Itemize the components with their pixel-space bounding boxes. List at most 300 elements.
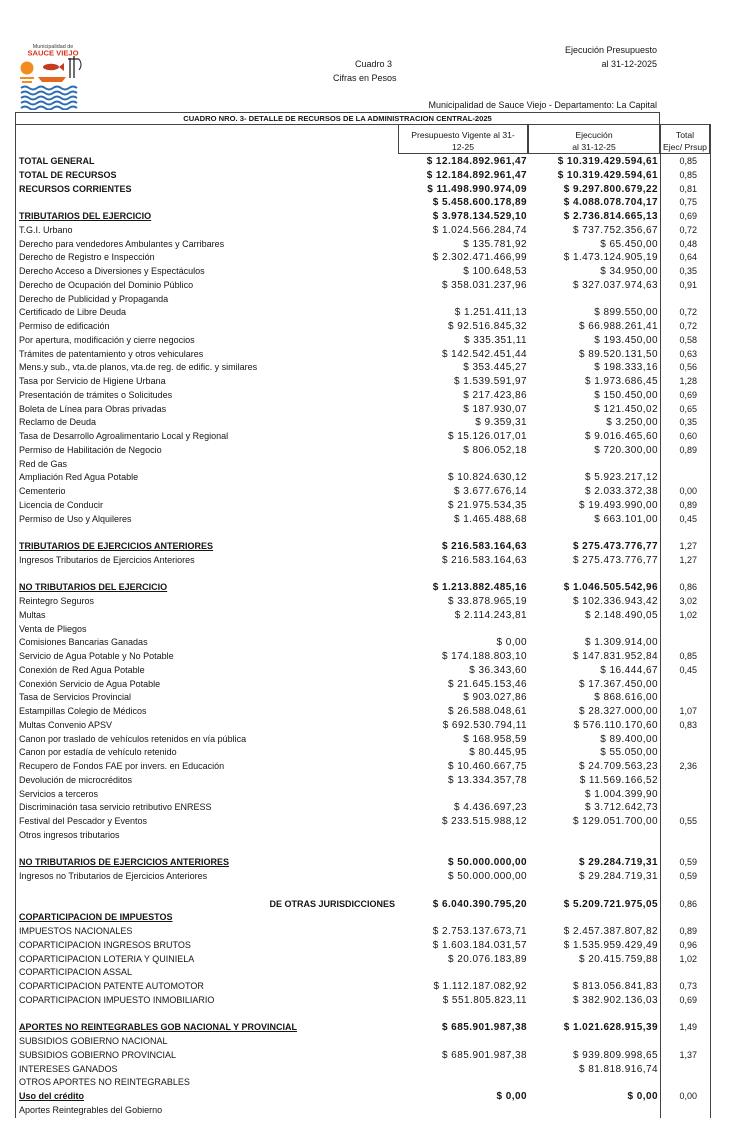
presupuesto-value: $ 12.184.892.961,47 xyxy=(426,169,527,181)
ratio-value: 0,63 xyxy=(679,348,697,359)
ratio-value: 0,00 xyxy=(679,486,697,496)
ratio-value: 1,27 xyxy=(679,554,697,565)
table-row xyxy=(15,801,710,815)
ejecucion-value: $ 868.616,00 xyxy=(594,692,658,704)
row-label: Permiso de Habilitación de Negocio xyxy=(19,444,162,455)
row-label: APORTES NO REINTEGRABLES GOB NACIONAL Y PROVINCIAL xyxy=(19,1022,298,1033)
ratio-value: 1,37 xyxy=(679,1049,697,1060)
row-label: Ingresos no Tributarios de Ejercicios Anteriores xyxy=(19,871,208,881)
table-row xyxy=(15,251,710,265)
row-label: Derecho Acceso a Diversiones y Espectáculos xyxy=(19,266,205,276)
ejecucion-value: $ 129.051.700,00 xyxy=(572,816,658,827)
row-label: IMPUESTOS NACIONALES xyxy=(19,926,133,936)
ejecucion-value: $ 1.473.124.905,19 xyxy=(563,252,658,264)
ratio-value: 0,45 xyxy=(679,664,697,675)
ejecucion-value: $ 576.110.170,60 xyxy=(573,719,658,731)
presupuesto-value: $ 3.978.134.529,10 xyxy=(432,211,527,222)
row-label: Boleta de Línea para Obras privadas xyxy=(19,403,167,414)
resources-table-body xyxy=(15,155,710,1118)
presupuesto-value: $ 685.901.987,38 xyxy=(441,1022,527,1034)
row-label: DE OTRAS JURISDICCIONES xyxy=(269,898,395,909)
column-header-ratio-line2: Ejec/ Prsup xyxy=(663,142,707,152)
presupuesto-value: $ 217.423,86 xyxy=(463,389,527,401)
ratio-value: 0,48 xyxy=(679,238,697,249)
presupuesto-value: $ 216.583.164,63 xyxy=(441,554,527,566)
table-row xyxy=(15,224,710,238)
presupuesto-value: $ 20.076.183,89 xyxy=(447,953,527,965)
ejecucion-value: $ 1.046.505.542,96 xyxy=(563,582,658,594)
ejecucion-value: $ 11.569.166,52 xyxy=(579,774,658,786)
column-header-presupuesto-line1: Presupuesto Vigente al 31- xyxy=(411,130,515,140)
ratio-value: 0,55 xyxy=(679,816,697,826)
cuadro-label: Cuadro 3 xyxy=(355,59,393,69)
table-row xyxy=(15,430,710,444)
row-label: Uso del crédito xyxy=(19,1091,85,1101)
table-row xyxy=(15,843,710,857)
row-label: Canon por traslado de vehículos retenidos en vía pública xyxy=(19,733,247,744)
table-row xyxy=(15,238,710,252)
ejecucion-value: $ 2.033.372,38 xyxy=(584,486,658,497)
table-row xyxy=(15,678,710,692)
row-label: COPARTICIPACION ASSAL xyxy=(19,967,133,978)
table-row xyxy=(15,581,710,595)
table-row xyxy=(15,444,710,458)
table-row xyxy=(15,334,710,348)
presupuesto-value: $ 36.343,60 xyxy=(469,664,527,676)
ejecucion-presupuesto-title: Ejecución Presupuesto xyxy=(564,45,657,55)
row-label: Tasa de Servicios Provincial xyxy=(19,692,132,703)
ratio-value: 0,89 xyxy=(679,444,697,455)
table-row xyxy=(15,1008,710,1022)
ejecucion-value: $ 737.752.356,67 xyxy=(572,224,658,236)
presupuesto-value: $ 142.542.451,44 xyxy=(441,348,527,360)
row-label: Conexión Servicio de Agua Potable xyxy=(19,678,161,689)
table-row xyxy=(15,1076,710,1090)
ejecucion-value: $ 899.550,00 xyxy=(594,307,658,319)
ejecucion-value: $ 939.809.998,65 xyxy=(572,1049,658,1061)
table-row xyxy=(15,609,710,623)
presupuesto-value: $ 2.114.243,81 xyxy=(454,609,527,621)
ratio-value: 0,59 xyxy=(679,871,697,881)
row-label: TOTAL DE RECURSOS xyxy=(19,169,117,180)
row-label: COPARTICIPACION LOTERIA Y QUINIELA xyxy=(19,953,195,964)
table-row xyxy=(15,746,710,760)
presupuesto-value: $ 1.465.488,68 xyxy=(453,513,527,525)
row-label: Permiso de Uso y Alquileres xyxy=(19,513,132,524)
row-label: INTERESES GANADOS xyxy=(19,1063,118,1074)
ejecucion-value: $ 1.309.914,00 xyxy=(584,637,658,649)
row-label: Mens.y sub., vta.de planos, vta.de reg. de edific. y similares xyxy=(19,362,258,373)
ratio-value: 0,75 xyxy=(679,197,697,208)
presupuesto-value: $ 4.436.697,23 xyxy=(453,802,527,814)
table-row xyxy=(15,870,710,884)
ejecucion-value: $ 10.319.429.594,61 xyxy=(557,169,658,181)
row-label: Festival del Pescador y Eventos xyxy=(19,816,148,826)
presupuesto-value: $ 33.878.965,19 xyxy=(447,596,527,607)
presupuesto-value: $ 174.188.803,10 xyxy=(441,651,527,662)
table-row xyxy=(15,719,710,733)
ejecucion-value: $ 66.988.261,41 xyxy=(578,321,658,332)
table-row xyxy=(15,526,710,540)
table-row xyxy=(15,898,710,912)
ratio-value: 1,49 xyxy=(679,1022,697,1033)
row-label: TOTAL GENERAL xyxy=(19,156,95,166)
row-label: NO TRIBUTARIOS DEL EJERCICIO xyxy=(19,582,168,593)
report-date: al 31-12-2025 xyxy=(601,59,657,69)
table-row xyxy=(15,471,710,485)
ejecucion-value: $ 89.520.131,50 xyxy=(578,348,658,360)
presupuesto-value: $ 10.824.630,12 xyxy=(447,472,527,484)
presupuesto-value: $ 1.251.411,13 xyxy=(454,307,527,319)
row-label: SUBSIDIOS GOBIERNO PROVINCIAL xyxy=(19,1049,177,1060)
table-row xyxy=(15,196,710,210)
presupuesto-value: $ 100.648,53 xyxy=(463,266,527,277)
table-row xyxy=(15,664,710,678)
row-label: Discriminación tasa servicio retributivo ENRESS xyxy=(19,802,212,813)
table-row xyxy=(15,485,710,499)
ratio-value: 0,83 xyxy=(679,719,697,730)
ejecucion-value: $ 55.050,00 xyxy=(600,747,658,759)
row-label: Servicios a terceros xyxy=(19,788,99,799)
ejecucion-value: $ 24.709.563,23 xyxy=(578,761,658,772)
ratio-value: 0,89 xyxy=(679,499,697,510)
table-row xyxy=(15,966,710,980)
row-label: Estampillas Colegio de Médicos xyxy=(19,706,147,716)
row-label: Derecho para vendedores Ambulantes y Carribares xyxy=(19,238,225,249)
row-label: SUBSIDIOS GOBIERNO NACIONAL xyxy=(19,1036,168,1046)
row-label: Red de Gas xyxy=(19,458,68,469)
ejecucion-value: $ 1.021.628.915,39 xyxy=(563,1022,658,1034)
table-row xyxy=(15,760,710,774)
table-row xyxy=(15,513,710,527)
table-row xyxy=(15,1021,710,1035)
table-row xyxy=(15,1090,710,1104)
table-row xyxy=(15,1063,710,1077)
ejecucion-value: $ 81.818.916,74 xyxy=(578,1063,658,1075)
ratio-value: 1,07 xyxy=(679,706,697,716)
table-row xyxy=(15,815,710,829)
table-row xyxy=(15,540,710,554)
ejecucion-value: $ 3.712.642,73 xyxy=(584,802,658,814)
row-label: Derecho de Publicidad y Propaganda xyxy=(19,293,169,304)
presupuesto-value: $ 1.112.187.082,92 xyxy=(433,981,527,992)
ejecucion-value: $ 1.535.959.429,49 xyxy=(563,939,658,951)
presupuesto-value: $ 12.184.892.961,47 xyxy=(426,156,527,167)
table-row xyxy=(15,554,710,568)
presupuesto-value: $ 50.000.000,00 xyxy=(447,871,527,882)
presupuesto-value: $ 11.498.990.974,09 xyxy=(427,183,527,195)
ratio-value: 0,85 xyxy=(679,651,697,661)
waves-icon xyxy=(21,87,77,110)
row-label: RECURSOS CORRIENTES xyxy=(19,183,132,194)
fish-icon xyxy=(43,63,64,71)
presupuesto-value: $ 13.334.357,78 xyxy=(447,774,527,786)
table-row xyxy=(15,1035,710,1049)
ejecucion-value: $ 2.736.814.665,13 xyxy=(563,211,658,222)
ejecucion-value: $ 9.016.465,60 xyxy=(584,431,658,442)
row-label: Multas Convenio APSV xyxy=(19,719,113,730)
row-label: COPARTICIPACION DE IMPUESTOS xyxy=(19,912,173,923)
row-label: Derecho de Registro e Inspección xyxy=(19,252,155,263)
ejecucion-value: $ 17.367.450,00 xyxy=(578,678,658,690)
row-label: Cementerio xyxy=(19,486,66,496)
presupuesto-value: $ 1.603.184.031,57 xyxy=(432,939,527,951)
row-label: Conexión de Red Agua Potable xyxy=(19,664,145,675)
ejecucion-value: $ 2.457.387.807,82 xyxy=(563,926,658,937)
ratio-value: 1,27 xyxy=(679,541,697,551)
table-row xyxy=(15,788,710,802)
ejecucion-value: $ 193.450,00 xyxy=(594,334,658,346)
ejecucion-value: $ 16.444,67 xyxy=(600,664,658,676)
presupuesto-value: $ 2.753.137.673,71 xyxy=(432,926,527,937)
ejecucion-value: $ 720.300,00 xyxy=(594,444,658,456)
presupuesto-value: $ 0,00 xyxy=(496,1091,527,1102)
row-label: Derecho de Ocupación del Dominio Público xyxy=(19,279,194,290)
row-label: T.G.I. Urbano xyxy=(19,224,73,235)
ratio-value: 0,69 xyxy=(679,994,697,1005)
presupuesto-value: $ 1.213.882.485,16 xyxy=(432,582,527,594)
ejecucion-value: $ 0,00 xyxy=(627,1091,658,1102)
column-header-ratio-line1: Total xyxy=(675,130,695,140)
presupuesto-value: $ 353.445,27 xyxy=(463,362,527,374)
presupuesto-value: $ 26.588.048,61 xyxy=(447,706,527,717)
table-row xyxy=(15,306,710,320)
presupuesto-value: $ 168.958,59 xyxy=(463,733,527,745)
row-label: Reclamo de Deuda xyxy=(19,417,97,428)
row-label: COPARTICIPACION INGRESOS BRUTOS xyxy=(19,939,191,950)
ejecucion-value: $ 28.327.000,00 xyxy=(578,706,658,717)
ejecucion-value: $ 89.400,00 xyxy=(600,733,658,745)
table-row xyxy=(15,375,710,389)
table-row xyxy=(15,595,710,609)
presupuesto-value: $ 216.583.164,63 xyxy=(441,541,527,552)
presupuesto-value: $ 10.460.667,75 xyxy=(447,761,527,772)
table-row xyxy=(15,361,710,375)
column-header-presupuesto-line2: 12-25 xyxy=(452,142,474,152)
sun-icon xyxy=(20,62,34,83)
table-row xyxy=(15,320,710,334)
presupuesto-value: $ 80.445,95 xyxy=(469,747,527,759)
row-label: COPARTICIPACION IMPUESTO INMOBILIARIO xyxy=(19,994,215,1005)
ejecucion-value: $ 9.297.800.679,22 xyxy=(563,183,658,195)
ejecucion-value: $ 121.450,02 xyxy=(594,403,658,415)
ratio-value: 0,72 xyxy=(679,307,697,318)
column-header-ejecucion xyxy=(528,124,660,154)
ejecucion-value: $ 813.056.841,83 xyxy=(572,981,658,992)
ejecucion-value: $ 20.415.759,88 xyxy=(578,953,658,965)
table-title: CUADRO NRO. 3- DETALLE DE RECURSOS DE LA ADMINISTRACION CENTRAL-2025 xyxy=(15,112,660,124)
column-header-presupuesto xyxy=(398,124,528,154)
presupuesto-value: $ 692.530.794,11 xyxy=(442,719,527,731)
table-row xyxy=(15,856,710,870)
table-row xyxy=(15,925,710,939)
ejecucion-value: $ 663.101,00 xyxy=(594,513,658,525)
row-label: Otros ingresos tributarios xyxy=(19,829,120,840)
table-row xyxy=(15,774,710,788)
table-row xyxy=(15,265,710,279)
ratio-value: 1,28 xyxy=(679,376,697,386)
row-label: Certificado de Libre Deuda xyxy=(19,307,127,318)
ratio-value: 0,58 xyxy=(679,334,697,345)
column-header-ejecucion-line2: al 31-12-25 xyxy=(572,142,616,152)
row-label: Tasa de Desarrollo Agroalimentario Local y Regional xyxy=(19,431,229,441)
table-row xyxy=(15,705,710,719)
presupuesto-value: $ 1.539.591,97 xyxy=(453,376,527,387)
table-row xyxy=(15,650,710,664)
ejecucion-value: $ 29.284.719,31 xyxy=(578,871,658,882)
ejecucion-value: $ 147.831.952,84 xyxy=(572,651,658,662)
ratio-value: 3,02 xyxy=(679,596,697,606)
ratio-value: 0,60 xyxy=(679,431,697,441)
table-row xyxy=(15,636,710,650)
row-label: Permiso de edificación xyxy=(19,321,110,331)
ratio-value: 0,65 xyxy=(679,403,697,414)
ratio-value: 0,69 xyxy=(679,389,697,400)
row-label: Recupero de Fondos FAE por invers. en Educación xyxy=(19,761,225,771)
ratio-value: 0,85 xyxy=(679,156,697,166)
ratio-value: 0,81 xyxy=(679,183,697,194)
ejecucion-value: $ 29.284.719,31 xyxy=(578,857,658,869)
row-label: Aportes Reintegrables del Gobierno xyxy=(19,1104,163,1115)
table-row xyxy=(15,403,710,417)
ratio-value: 0,86 xyxy=(679,582,697,593)
ratio-value: 0,59 xyxy=(679,857,697,868)
ratio-value: 0,72 xyxy=(679,321,697,331)
ratio-value: 1,02 xyxy=(679,953,697,964)
municipal-logo xyxy=(18,42,88,110)
ratio-value: 0,64 xyxy=(679,252,697,263)
row-label: Reintegro Seguros xyxy=(19,596,95,606)
presupuesto-value: $ 358.031.237,96 xyxy=(441,279,527,291)
table-row xyxy=(15,994,710,1008)
table-row xyxy=(15,1104,710,1118)
ratio-value: 0,69 xyxy=(679,211,697,221)
presupuesto-value: $ 135.781,92 xyxy=(463,238,527,250)
table-row xyxy=(15,458,710,472)
presupuesto-value: $ 5.458.600.178,89 xyxy=(432,197,527,209)
logo-text-municipalidad: Municipalidad de xyxy=(32,44,74,50)
presupuesto-value: $ 21.975.534,35 xyxy=(447,499,527,511)
ejecucion-value: $ 2.148.490,05 xyxy=(584,609,658,621)
ratio-value: 0,89 xyxy=(679,926,697,936)
ejecucion-value: $ 382.902.136,03 xyxy=(572,994,658,1006)
presupuesto-value: $ 15.126.017,01 xyxy=(447,431,527,442)
table-row xyxy=(15,980,710,994)
table-row xyxy=(15,210,710,224)
presupuesto-value: $ 1.024.566.284,74 xyxy=(432,224,527,236)
ratio-value: 2,36 xyxy=(679,761,697,771)
ratio-value: 0,00 xyxy=(679,1091,697,1101)
row-label: Canon por estadía de vehículo retenido xyxy=(19,747,177,758)
row-label: Devolución de microcréditos xyxy=(19,774,133,785)
table-border-right xyxy=(710,124,711,1118)
table-row xyxy=(15,499,710,513)
row-label: Venta de Pliegos xyxy=(19,623,87,634)
ratio-value: 0,86 xyxy=(679,898,697,909)
table-row xyxy=(15,389,710,403)
ratio-value: 0,35 xyxy=(679,266,697,276)
presupuesto-value: $ 3.677.676,14 xyxy=(453,486,527,497)
row-label: Servicio de Agua Potable y No Potable xyxy=(19,651,174,661)
row-label: TRIBUTARIOS DEL EJERCICIO xyxy=(19,211,152,221)
table-row xyxy=(15,733,710,747)
column-header-ejecucion-line1: Ejecución xyxy=(575,130,613,140)
row-label: NO TRIBUTARIOS DE EJERCICIOS ANTERIORES xyxy=(19,857,230,868)
ejecucion-value: $ 275.473.776,77 xyxy=(572,541,658,552)
presupuesto-value: $ 335.351,11 xyxy=(463,334,527,346)
ejecucion-value: $ 198.333,16 xyxy=(594,362,658,374)
ejecucion-value: $ 65.450,00 xyxy=(600,238,658,250)
ejecucion-value: $ 1.973.686,45 xyxy=(584,376,658,387)
table-row xyxy=(15,279,710,293)
table-row xyxy=(15,155,710,169)
row-label: TRIBUTARIOS DE EJERCICIOS ANTERIORES xyxy=(19,541,214,551)
table-row xyxy=(15,416,710,430)
table-row xyxy=(15,691,710,705)
table-row xyxy=(15,884,710,898)
ratio-value: 0,73 xyxy=(679,981,697,991)
ratio-value: 0,35 xyxy=(679,417,697,428)
ratio-value: 0,96 xyxy=(679,939,697,950)
table-row xyxy=(15,169,710,183)
presupuesto-value: $ 50.000.000,00 xyxy=(447,857,527,869)
row-label: COPARTICIPACION PATENTE AUTOMOTOR xyxy=(19,981,204,991)
ejecucion-value: $ 5.209.721.975,05 xyxy=(563,898,658,910)
presupuesto-value: $ 233.515.988,12 xyxy=(441,816,527,827)
ratio-value: 0,56 xyxy=(679,362,697,373)
row-label: Licencia de Conducir xyxy=(19,499,104,510)
table-row xyxy=(15,911,710,925)
ejecucion-value: $ 10.319.429.594,61 xyxy=(557,156,658,167)
ejecucion-value: $ 5.923.217,12 xyxy=(584,472,658,484)
row-label: Ampliación Red Agua Potable xyxy=(19,472,139,483)
ejecucion-value: $ 275.473.776,77 xyxy=(572,554,658,566)
presupuesto-value: $ 903.027,86 xyxy=(463,692,527,704)
logo-text-sauce-viejo: SAUCE VIEJO xyxy=(27,48,79,58)
row-label: Tasa por Servicio de Higiene Urbana xyxy=(19,376,166,386)
presupuesto-value: $ 9.359,31 xyxy=(475,417,527,429)
column-header-ratio xyxy=(660,124,710,154)
row-label: Por apertura, modificación y cierre negocios xyxy=(19,334,195,345)
presupuesto-value: $ 187.930,07 xyxy=(463,403,527,415)
ratio-value: 0,45 xyxy=(679,513,697,524)
ratio-value: 1,02 xyxy=(679,609,697,620)
table-row xyxy=(15,623,710,637)
ejecucion-value: $ 19.493.990,00 xyxy=(578,499,658,511)
ejecucion-value: $ 1.004.399,90 xyxy=(584,788,658,800)
presupuesto-value: $ 6.040.390.795,20 xyxy=(432,898,527,910)
row-label: Comisiones Bancarias Ganadas xyxy=(19,637,148,648)
table-row xyxy=(15,953,710,967)
presupuesto-value: $ 806.052,18 xyxy=(463,444,527,456)
table-row xyxy=(15,1049,710,1063)
municipality-subtitle: Municipalidad de Sauce Viejo - Departamento: La Capital xyxy=(428,100,657,110)
ejecucion-value: $ 150.450,00 xyxy=(594,389,658,401)
row-label: Trámites de patentamiento y otros vehiculares xyxy=(19,348,204,359)
ejecucion-value: $ 34.950,00 xyxy=(600,266,658,277)
row-label: Multas xyxy=(19,609,46,620)
cifras-label: Cifras en Pesos xyxy=(333,73,397,83)
presupuesto-value: $ 0,00 xyxy=(496,637,527,649)
table-row xyxy=(15,939,710,953)
table-row xyxy=(15,348,710,362)
table-row xyxy=(15,183,710,197)
ratio-value: 0,72 xyxy=(679,224,697,235)
presupuesto-value: $ 685.901.987,38 xyxy=(441,1049,527,1061)
presupuesto-value: $ 551.805.823,11 xyxy=(442,994,527,1006)
ratio-value: 0,91 xyxy=(679,279,697,290)
fishing-rod-icon xyxy=(68,56,81,78)
